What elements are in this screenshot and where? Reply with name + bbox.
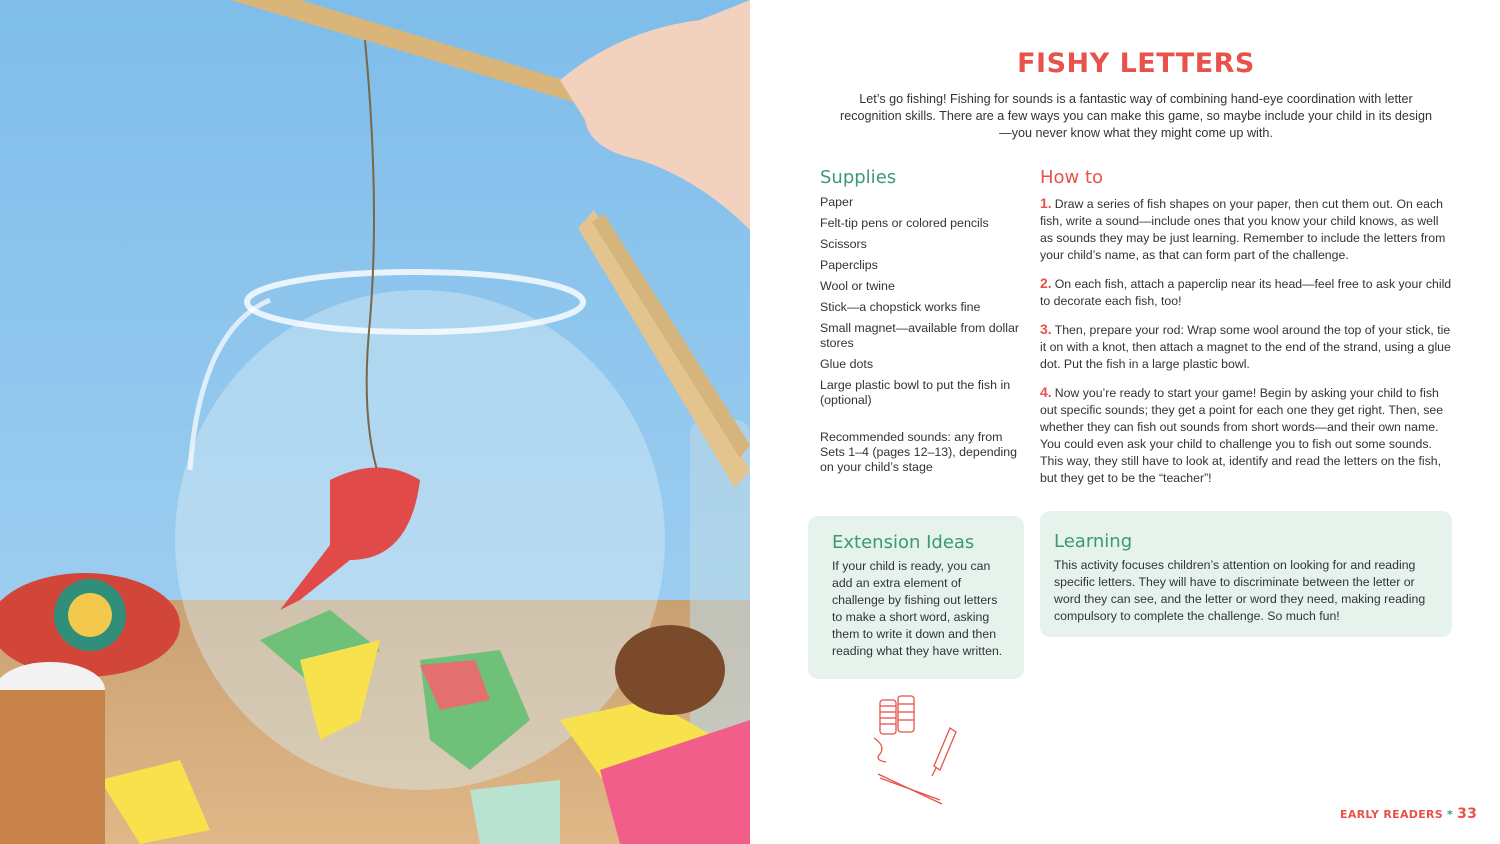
step-text: Now you’re ready to start your game! Begin by asking your child to fish out specific sounds; they get a point for each one they get right. Then, see whether they can fish out sounds from short words—and their own name. You could even ask your child to challenge you to fish out some sounds. This way, they still have to look at, identify and read the letters on the fish, but they get to be the “teacher”! xyxy=(1040,386,1444,485)
howto-heading: How to xyxy=(1040,167,1104,188)
list-item: Wool or twine xyxy=(820,279,895,293)
section-label: EARLY READERS xyxy=(1340,808,1444,821)
step-number: 1. xyxy=(1040,195,1052,211)
page-footer xyxy=(1340,806,1477,822)
list-item: Scissors xyxy=(820,237,867,251)
list-item: Small magnet—available from dollar stores xyxy=(820,321,1020,350)
page-number: 33 xyxy=(1457,806,1478,822)
supplies-list xyxy=(820,195,1020,408)
step-text: Draw a series of fish shapes on your paper, then cut them out. On each fish, write a sound—include ones that you know your child knows, as well as sounds they may be just learning. Remember to include the letters from your child’s name, as that can form part of the challenge. xyxy=(1040,197,1446,262)
supplies-doodle xyxy=(866,690,966,815)
supplies-heading: Supplies xyxy=(820,167,897,188)
list-item: Stick—a chopstick works fine xyxy=(820,300,981,314)
extension-heading: Extension Ideas xyxy=(832,532,975,553)
list-item: Felt-tip pens or colored pencils xyxy=(820,216,989,230)
step-4 xyxy=(1040,384,1452,487)
list-item: Large plastic bowl to put the fish in (optional) xyxy=(820,378,1011,407)
supplies-section xyxy=(820,167,1020,475)
learning-heading: Learning xyxy=(1054,531,1133,552)
star-icon: * xyxy=(1447,808,1454,821)
extension-text: If your child is ready, you can add an extra element of challenge by fishing out letters to make a short word, asking them to write it down and then reading what they have written. xyxy=(832,559,1003,658)
page-title: FISHY LETTERS xyxy=(1017,48,1255,79)
step-text: On each fish, attach a paperclip near its head—feel free to ask your child to decorate each fish, too! xyxy=(1040,277,1452,308)
step-1 xyxy=(1040,195,1452,264)
step-number: 3. xyxy=(1040,321,1052,337)
list-item: Glue dots xyxy=(820,357,874,371)
step-3 xyxy=(1040,321,1452,373)
howto-section xyxy=(1040,167,1452,498)
step-number: 2. xyxy=(1040,275,1052,291)
intro-paragraph: Let’s go fishing! Fishing for sounds is a fantastic way of combining hand-eye coordination with letter recognition skills. There are a few ways you can make this game, so maybe include your child in its design—you never know what they might come up with. xyxy=(840,92,1432,140)
recommended-sounds-note: Recommended sounds: any from Sets 1–4 (pages 12–13), depending on your child’s stage xyxy=(820,430,1018,474)
list-item: Paperclips xyxy=(820,258,878,272)
learning-box xyxy=(1040,511,1452,637)
learning-text: This activity focuses children’s attention on looking for and reading specific letters. They will have to discriminate between the letter or word they can see, and the letter or word they need, making reading compulsory to complete the challenge. So much fun! xyxy=(1054,558,1426,623)
list-item: Paper xyxy=(820,195,854,209)
step-2 xyxy=(1040,275,1452,310)
extension-ideas-box xyxy=(808,516,1024,679)
step-number: 4. xyxy=(1040,384,1052,400)
step-text: Then, prepare your rod: Wrap some wool around the top of your stick, tie it on with a knot, then attach a magnet to the end of the strand, using a glue dot. Put the fish in a large plastic bowl. xyxy=(1040,323,1451,371)
spools-pencil-needle-icon xyxy=(866,690,966,810)
